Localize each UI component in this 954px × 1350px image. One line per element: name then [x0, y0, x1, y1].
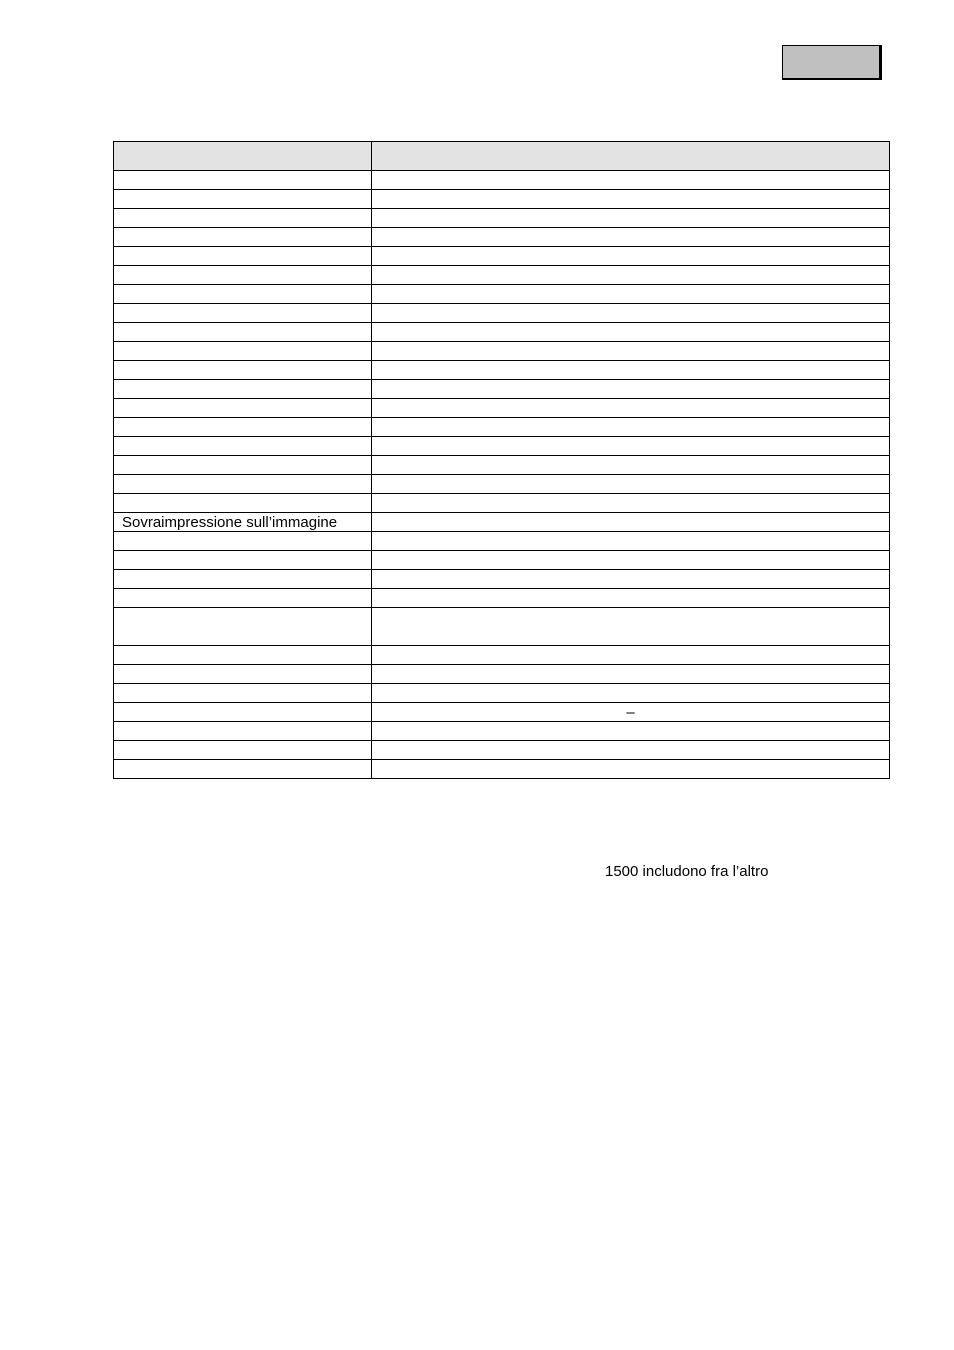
row-value [372, 323, 890, 342]
row-label [114, 646, 372, 665]
table-row [114, 285, 890, 304]
table-row [114, 494, 890, 513]
row-label [114, 342, 372, 361]
row-value [372, 380, 890, 399]
table-row [114, 475, 890, 494]
row-value [372, 741, 890, 760]
table-row [114, 266, 890, 285]
row-value [372, 760, 890, 779]
table-row [114, 551, 890, 570]
row-value [372, 570, 890, 589]
row-value [372, 494, 890, 513]
row-label [114, 323, 372, 342]
row-label [114, 418, 372, 437]
row-label [114, 722, 372, 741]
table-row [114, 361, 890, 380]
header-cell-parameter [114, 142, 372, 171]
table-row [114, 513, 890, 532]
language-tab [782, 45, 882, 80]
row-value [372, 684, 890, 703]
row-label [114, 703, 372, 722]
table-row [114, 247, 890, 266]
row-value [372, 285, 890, 304]
row-value [372, 418, 890, 437]
table-row [114, 342, 890, 361]
row-label [114, 247, 372, 266]
row-label [114, 475, 372, 494]
row-value [372, 589, 890, 608]
table-row [114, 304, 890, 323]
row-value [372, 608, 890, 646]
row-value [372, 190, 890, 209]
row-label [114, 190, 372, 209]
row-value [372, 209, 890, 228]
table-row [114, 703, 890, 722]
row-label [114, 304, 372, 323]
table-row [114, 760, 890, 779]
row-label-image-overlay: Sovraimpressione sull’immagine [114, 513, 372, 532]
row-label [114, 494, 372, 513]
table-row [114, 190, 890, 209]
header-cell-value [372, 142, 890, 171]
row-value [372, 247, 890, 266]
row-label [114, 570, 372, 589]
row-label [114, 171, 372, 190]
row-label [114, 608, 372, 646]
table-row [114, 399, 890, 418]
table-row [114, 646, 890, 665]
row-value [372, 228, 890, 247]
row-label [114, 760, 372, 779]
row-label [114, 285, 372, 304]
row-label [114, 266, 372, 285]
table-row [114, 532, 890, 551]
row-value [372, 475, 890, 494]
row-value [372, 342, 890, 361]
table-row [114, 665, 890, 684]
row-value [372, 513, 890, 532]
table-row [114, 722, 890, 741]
row-value-dash: – [372, 703, 890, 722]
row-value [372, 304, 890, 323]
table-row [114, 228, 890, 247]
specifications-table [113, 141, 890, 779]
row-label [114, 361, 372, 380]
row-label [114, 399, 372, 418]
table-row [114, 437, 890, 456]
row-value [372, 722, 890, 741]
row-label [114, 456, 372, 475]
table-row [114, 684, 890, 703]
row-value [372, 171, 890, 190]
row-value [372, 399, 890, 418]
row-label [114, 380, 372, 399]
row-value [372, 551, 890, 570]
row-label [114, 684, 372, 703]
row-value [372, 456, 890, 475]
table-row [114, 570, 890, 589]
row-value [372, 665, 890, 684]
row-label [114, 551, 372, 570]
table-row [114, 608, 890, 646]
row-label [114, 209, 372, 228]
table-row [114, 418, 890, 437]
row-value [372, 361, 890, 380]
table-row [114, 323, 890, 342]
table-row [114, 589, 890, 608]
row-label [114, 741, 372, 760]
table-row [114, 209, 890, 228]
table-header-row [114, 142, 890, 171]
row-value [372, 437, 890, 456]
row-value [372, 266, 890, 285]
table-row [114, 456, 890, 475]
row-label [114, 228, 372, 247]
row-label [114, 589, 372, 608]
table-row [114, 171, 890, 190]
table-row [114, 380, 890, 399]
table-row [114, 741, 890, 760]
row-value [372, 532, 890, 551]
body-paragraph: 1500 includono fra l’altro [605, 863, 769, 880]
row-label [114, 532, 372, 551]
row-value [372, 646, 890, 665]
row-label [114, 437, 372, 456]
row-label [114, 665, 372, 684]
